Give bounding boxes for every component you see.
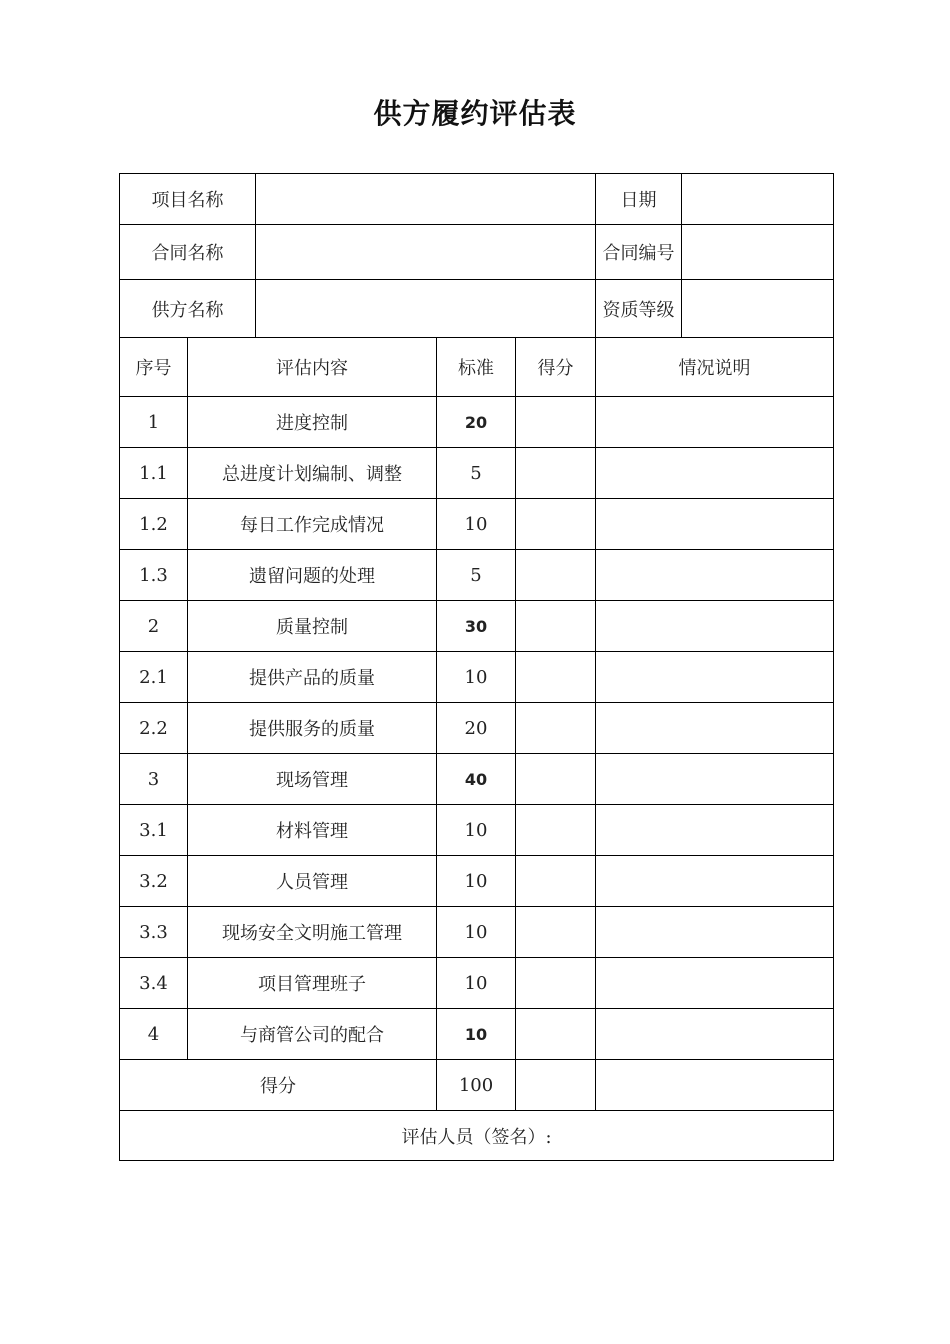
table-row bbox=[120, 550, 834, 601]
row-seq: 3.3 bbox=[120, 907, 188, 958]
row-remarks-field[interactable] bbox=[596, 754, 834, 805]
row-score-field[interactable] bbox=[516, 448, 596, 499]
row-remarks-field[interactable] bbox=[596, 1009, 834, 1060]
row-content: 现场管理 bbox=[188, 754, 437, 805]
row-seq: 2 bbox=[120, 601, 188, 652]
row-score-field[interactable] bbox=[516, 958, 596, 1009]
row-remarks-field[interactable] bbox=[596, 907, 834, 958]
table-row bbox=[120, 601, 834, 652]
row-content: 总进度计划编制、调整 bbox=[188, 448, 437, 499]
header-score: 得分 bbox=[516, 338, 596, 397]
total-remarks-field[interactable] bbox=[596, 1060, 834, 1111]
row-remarks-field[interactable] bbox=[596, 448, 834, 499]
row-score-field[interactable] bbox=[516, 805, 596, 856]
row-remarks-field[interactable] bbox=[596, 397, 834, 448]
row-standard: 40 bbox=[437, 754, 516, 805]
evaluation-form-table bbox=[119, 173, 834, 1161]
header-standard: 标准 bbox=[437, 338, 516, 397]
row-standard: 10 bbox=[437, 856, 516, 907]
row-seq: 3 bbox=[120, 754, 188, 805]
total-row bbox=[120, 1060, 834, 1111]
qualification-label: 资质等级 bbox=[596, 280, 682, 338]
header-seq: 序号 bbox=[120, 338, 188, 397]
row-remarks-field[interactable] bbox=[596, 652, 834, 703]
project-name-label: 项目名称 bbox=[120, 174, 256, 225]
row-content: 提供产品的质量 bbox=[188, 652, 437, 703]
row-score-field[interactable] bbox=[516, 754, 596, 805]
header-content: 评估内容 bbox=[188, 338, 437, 397]
page-title: 供方履约评估表 bbox=[373, 97, 577, 130]
row-remarks-field[interactable] bbox=[596, 958, 834, 1009]
supplier-name-label: 供方名称 bbox=[120, 280, 256, 338]
row-content: 质量控制 bbox=[188, 601, 437, 652]
row-score-field[interactable] bbox=[516, 907, 596, 958]
table-row bbox=[120, 703, 834, 754]
total-score-field[interactable] bbox=[516, 1060, 596, 1111]
row-seq: 1 bbox=[120, 397, 188, 448]
row-content: 项目管理班子 bbox=[188, 958, 437, 1009]
row-content: 人员管理 bbox=[188, 856, 437, 907]
project-row bbox=[120, 174, 834, 225]
row-score-field[interactable] bbox=[516, 550, 596, 601]
row-standard: 10 bbox=[437, 1009, 516, 1060]
row-seq: 2.1 bbox=[120, 652, 188, 703]
row-content: 进度控制 bbox=[188, 397, 437, 448]
contract-no-label: 合同编号 bbox=[596, 225, 682, 280]
contract-row bbox=[120, 225, 834, 280]
row-seq: 1.3 bbox=[120, 550, 188, 601]
row-content: 材料管理 bbox=[188, 805, 437, 856]
supplier-row bbox=[120, 280, 834, 338]
row-standard: 20 bbox=[437, 703, 516, 754]
total-standard: 100 bbox=[437, 1060, 516, 1111]
total-label: 得分 bbox=[120, 1060, 437, 1111]
supplier-name-field[interactable] bbox=[256, 280, 596, 338]
header-remarks: 情况说明 bbox=[596, 338, 834, 397]
row-seq: 2.2 bbox=[120, 703, 188, 754]
row-standard: 10 bbox=[437, 499, 516, 550]
row-content: 现场安全文明施工管理 bbox=[188, 907, 437, 958]
table-row bbox=[120, 958, 834, 1009]
row-standard: 30 bbox=[437, 601, 516, 652]
table-row bbox=[120, 754, 834, 805]
row-score-field[interactable] bbox=[516, 601, 596, 652]
contract-name-label: 合同名称 bbox=[120, 225, 256, 280]
row-remarks-field[interactable] bbox=[596, 703, 834, 754]
row-standard: 10 bbox=[437, 907, 516, 958]
row-content: 与商管公司的配合 bbox=[188, 1009, 437, 1060]
row-score-field[interactable] bbox=[516, 856, 596, 907]
date-label: 日期 bbox=[596, 174, 682, 225]
row-remarks-field[interactable] bbox=[596, 856, 834, 907]
row-remarks-field[interactable] bbox=[596, 550, 834, 601]
contract-no-field[interactable] bbox=[682, 225, 834, 280]
row-standard: 10 bbox=[437, 805, 516, 856]
contract-name-field[interactable] bbox=[256, 225, 596, 280]
qualification-field[interactable] bbox=[682, 280, 834, 338]
date-field[interactable] bbox=[682, 174, 834, 225]
row-seq: 1.2 bbox=[120, 499, 188, 550]
row-standard: 10 bbox=[437, 652, 516, 703]
row-score-field[interactable] bbox=[516, 1009, 596, 1060]
project-name-field[interactable] bbox=[256, 174, 596, 225]
row-seq: 3.4 bbox=[120, 958, 188, 1009]
row-content: 遗留问题的处理 bbox=[188, 550, 437, 601]
row-score-field[interactable] bbox=[516, 499, 596, 550]
table-row bbox=[120, 397, 834, 448]
row-seq: 3.1 bbox=[120, 805, 188, 856]
row-score-field[interactable] bbox=[516, 397, 596, 448]
row-standard: 10 bbox=[437, 958, 516, 1009]
row-remarks-field[interactable] bbox=[596, 601, 834, 652]
evaluator-signature-field[interactable]: 评估人员（签名）: bbox=[120, 1111, 834, 1161]
evaluator-row bbox=[120, 1111, 834, 1161]
table-row bbox=[120, 652, 834, 703]
table-row bbox=[120, 805, 834, 856]
row-seq: 4 bbox=[120, 1009, 188, 1060]
row-seq: 3.2 bbox=[120, 856, 188, 907]
table-row bbox=[120, 907, 834, 958]
table-row bbox=[120, 856, 834, 907]
row-remarks-field[interactable] bbox=[596, 805, 834, 856]
table-row bbox=[120, 448, 834, 499]
row-score-field[interactable] bbox=[516, 703, 596, 754]
row-score-field[interactable] bbox=[516, 652, 596, 703]
row-content: 提供服务的质量 bbox=[188, 703, 437, 754]
table-row bbox=[120, 499, 834, 550]
row-standard: 5 bbox=[437, 448, 516, 499]
row-seq: 1.1 bbox=[120, 448, 188, 499]
row-standard: 5 bbox=[437, 550, 516, 601]
row-content: 每日工作完成情况 bbox=[188, 499, 437, 550]
row-remarks-field[interactable] bbox=[596, 499, 834, 550]
row-standard: 20 bbox=[437, 397, 516, 448]
column-header-row bbox=[120, 338, 834, 397]
table-row bbox=[120, 1009, 834, 1060]
